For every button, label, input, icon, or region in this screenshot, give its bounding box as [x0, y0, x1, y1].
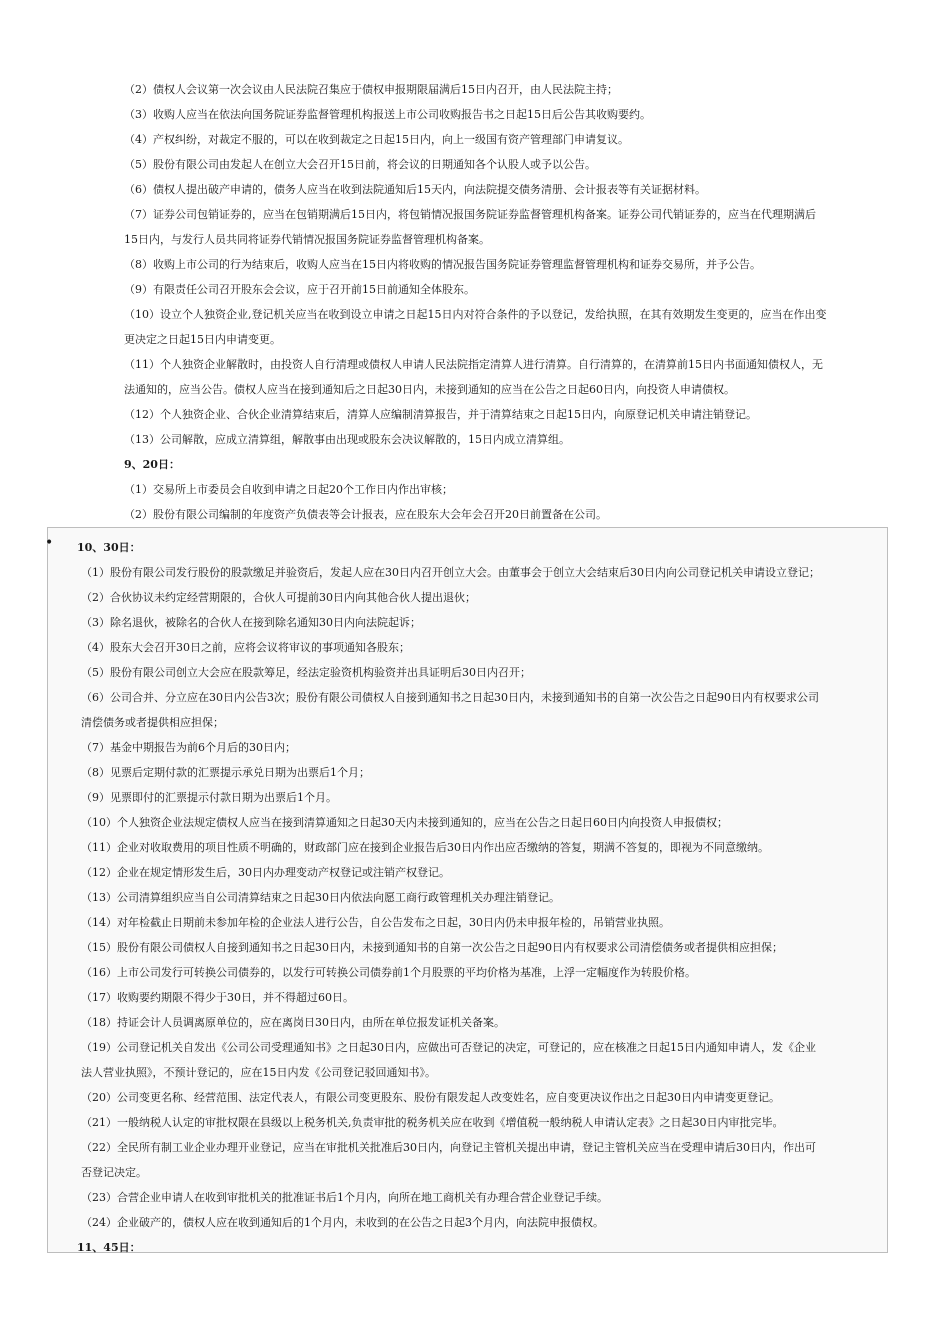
list-item: （20）公司变更名称、经营范围、法定代表人，有限公司变更股东、股份有限发起人改变姓名，应自变更决议作出之日起30日内申请变更登记。	[81, 1091, 780, 1104]
list-item: （23）合营企业申请人在收到审批机关的批准证书后1个月内，向所在地工商机关有办理合营企业登记手续。	[81, 1191, 608, 1204]
list-item: （2）合伙协议未约定经营期限的，合伙人可提前30日内向其他合伙人提出退伙；	[81, 591, 476, 604]
section-heading-30: 10、30日：	[77, 541, 141, 554]
list-item: （19）公司登记机关自发出《公司公司受理通知书》之日起30日内，应做出可否登记的决定，可登记的，应在核准之日起15日内通知申请人，发《企业	[81, 1041, 816, 1054]
list-item: （15）股份有限公司债权人自接到通知书之日起30日内，未接到通知书的自第一次公告之日起90日内有权要求公司清偿债务或者提供相应担保；	[81, 941, 783, 954]
list-item: （2）股份有限公司编制的年度资产负债表等会计报表，应在股东大会年会召开20日前置备在公司。	[124, 508, 607, 521]
list-item: （11）个人独资企业解散时，由投资人自行清理或债权人申请人民法院指定清算人进行清算。自行清算的，在清算前15日内书面通知债权人，无	[124, 358, 823, 371]
list-item: 清偿债务或者提供相应担保；	[81, 716, 224, 729]
list-item: （1）交易所上市委员会自收到申请之日起20个工作日内作出审核；	[124, 483, 453, 496]
list-item: （3）收购人应当在依法向国务院证券监督管理机构报送上市公司收购报告书之日起15日后公告其收购要约。	[124, 108, 651, 121]
list-item: （22）全民所有制工业企业办理开业登记，应当在审批机关批准后30日内，向登记主管机关提出申请，登记主管机关应当在受理申请后30日内，作出可	[81, 1141, 816, 1154]
list-item: 更决定之日起15日内申请变更。	[124, 333, 281, 346]
list-item: （12）企业在规定情形发生后，30日内办理变动产权登记或注销产权登记。	[81, 866, 450, 879]
list-item: （7）证券公司包销证券的，应当在包销期满后15日内，将包销情况报国务院证券监督管理机构备案。证券公司代销证券的，应当在代理期满后	[124, 208, 816, 221]
bullet-icon: •	[45, 535, 54, 551]
list-item: （6）债权人提出破产申请的，债务人应当在收到法院通知后15天内，向法院提交债务清册、会计报表等有关证据材料。	[124, 183, 706, 196]
list-item: 15日内，与发行人员共同将证券代销情况报国务院证券监督管理机构备案。	[124, 233, 490, 246]
list-item: （5）股份有限公司由发起人在创立大会召开15日前，将会议的日期通知各个认股人或予以公告。	[124, 158, 596, 171]
list-item: （24）企业破产的，债权人应在收到通知后的1个月内，未收到的在公告之日起3个月内，向法院申报债权。	[81, 1216, 604, 1229]
list-item: （11）企业对收取费用的项目性质不明确的，财政部门应在接到企业报告后30日内作出应否缴纳的答复，期满不答复的，即视为不同意缴纳。	[81, 841, 769, 854]
list-item: （5）股份有限公司创立大会应在股款筹足，经法定验资机构验资并出具证明后30日内召开；	[81, 666, 531, 679]
list-item: （3）除名退伙，被除名的合伙人在接到除名通知30日内向法院起诉；	[81, 616, 421, 629]
list-item: （13）公司清算组织应当自公司清算结束之日起30日内依法向愿工商行政管理机关办理注销登记。	[81, 891, 560, 904]
list-item: （4）产权纠纷，对裁定不服的，可以在收到裁定之日起15日内，向上一级国有资产管理部门申请复议。	[124, 133, 629, 146]
section-heading-45: 11、45日：	[77, 1241, 141, 1254]
list-item: （10）个人独资企业法规定债权人应当在接到清算通知之日起30天内未接到通知的，应当在公告之日起日60日内向投资人申报债权；	[81, 816, 728, 829]
list-item: （6）公司合并、分立应在30日内公告3次；股份有限公司债权人自接到通知书之日起30日内，未接到通知书的自第一次公告之日起90日内有权要求公司	[81, 691, 819, 704]
list-item: 否登记决定。	[81, 1166, 147, 1179]
list-item: （7）基金中期报告为前6个月后的30日内；	[81, 741, 296, 754]
list-item: 法人营业执照》，不预计登记的，应在15日内发《公司登记驳回通知书》。	[81, 1066, 436, 1079]
section-heading-20: 9、20日：	[124, 458, 180, 471]
list-item: （16）上市公司发行可转换公司债券的，以发行可转换公司债券前1个月股票的平均价格为基准，上浮一定幅度作为转股价格。	[81, 966, 696, 979]
list-item: （8）收购上市公司的行为结束后，收购人应当在15日内将收购的情况报告国务院证券管理监督管理机构和证券交易所，并予公告。	[124, 258, 761, 271]
list-item: （10）设立个人独资企业,登记机关应当在收到设立申请之日起15日内对符合条件的予以登记，发给执照，在其有效期发生变更的，应当在作出变	[124, 308, 827, 321]
list-item: （1）股份有限公司发行股份的股款缴足并验资后，发起人应在30日内召开创立大会。由董事会于创立大会结束后30日内向公司登记机关申请设立登记；	[81, 566, 820, 579]
list-item: （21）一般纳税人认定的审批权限在县级以上税务机关,负责审批的税务机关应在收到《增值税一般纳税人申请认定表》之日起30日内审批完毕。	[81, 1116, 784, 1129]
list-item: （2）债权人会议第一次会议由人民法院召集应于债权申报期限届满后15日内召开，由人民法院主持；	[124, 83, 618, 96]
list-item: 法通知的，应当公告。债权人应当在接到通知后之日起30日内，未接到通知的应当在公告之日起60日内，向投资人申请债权。	[124, 383, 735, 396]
list-item: （18）持证会计人员调离原单位的，应在离岗日30日内，由所在单位报发证机关备案。	[81, 1016, 505, 1029]
list-item: （13）公司解散，应成立清算组，解散事由出现或股东会决议解散的，15日内成立清算组。	[124, 433, 570, 446]
list-item: （9）见票即付的汇票提示付款日期为出票后1个月。	[81, 791, 337, 804]
list-item: （9）有限责任公司召开股东会会议，应于召开前15日前通知全体股东。	[124, 283, 475, 296]
list-item: （4）股东大会召开30日之前，应将会议将审议的事项通知各股东；	[81, 641, 410, 654]
list-item: （12）个人独资企业、合伙企业清算结束后，清算人应编制清算报告，并于清算结束之日起15日内，向原登记机关申请注销登记。	[124, 408, 757, 421]
list-item: （8）见票后定期付款的汇票提示承兑日期为出票后1个月；	[81, 766, 370, 779]
list-item: （14）对年检截止日期前未参加年检的企业法人进行公告，自公告发布之日起，30日内仍未申报年检的，吊销营业执照。	[81, 916, 670, 929]
list-item: （17）收购要约期限不得少于30日，并不得超过60日。	[81, 991, 354, 1004]
